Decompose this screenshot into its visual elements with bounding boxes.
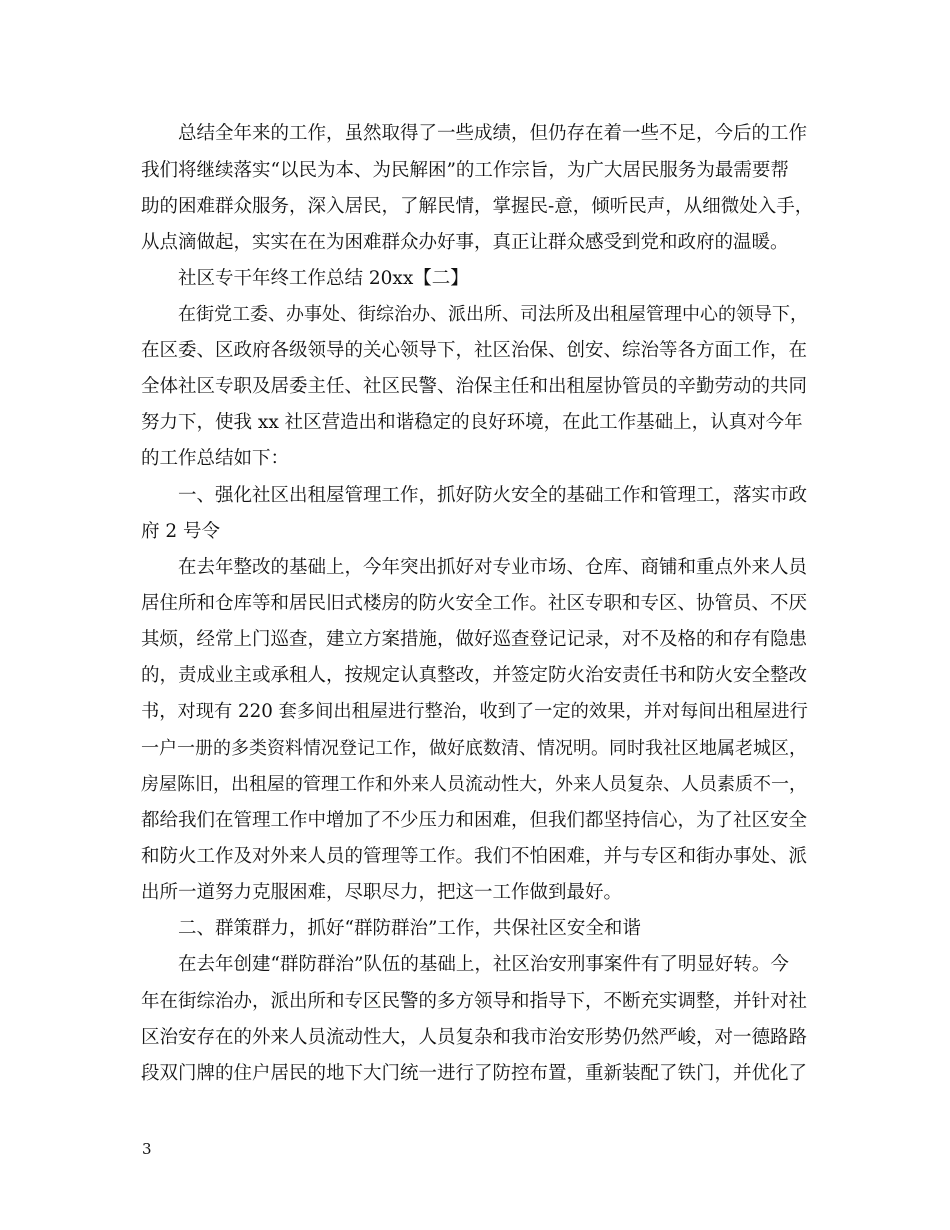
paragraph-line: 努力下，使我 xx 社区营造出和谐稳定的良好环境，在此工作基础上，认真对今年 <box>141 412 803 433</box>
paragraph-line: 年在街综治办，派出所和专区民警的多方领导和指导下，不断充实调整，并针对社 <box>141 991 808 1012</box>
heading-one-line: 一、强化社区出租屋管理工作，抓好防火安全的基础工作和管理工，落实市政 <box>178 485 808 506</box>
paragraph-line: 从点滴做起，实实在在为困难群众办好事，真正让群众感受到党和政府的温暖。 <box>141 232 789 253</box>
paragraph-line: 都给我们在管理工作中增加了不少压力和困难，但我们都坚持信心，为了社区安全 <box>141 810 808 831</box>
paragraph-line: 全体社区专职及居委主任、社区民警、治保主任和出租屋协管员的辛勤劳动的共同 <box>141 376 808 397</box>
paragraph-line: 和防火工作及对外来人员的管理等工作。我们不怕困难，并与专区和街办事处、派 <box>141 846 808 867</box>
paragraph-line: 助的困难群众服务，深入居民，了解民情，掌握民-意，倾听民声，从细微处入手， <box>141 196 814 217</box>
section-title: 社区专干年终工作总结 20xx【二】 <box>178 268 469 289</box>
page-number: 3 <box>142 1140 152 1158</box>
paragraph-line: 书，对现有 220 套多间出租屋进行整治，收到了一定的效果，并对每间出租屋进行 <box>141 701 808 722</box>
paragraph-line: 其烦，经常上门巡查，建立方案措施，做好巡查登记记录，对不及格的和存有隐患 <box>141 629 808 650</box>
paragraph-line: 在去年整改的基础上，今年突出抓好对专业市场、仓库、商铺和重点外来人员 <box>178 557 808 578</box>
paragraph-line: 在去年创建“群防群治”队伍的基础上，社区治安刑事案件有了明显好转。今 <box>178 954 789 975</box>
paragraph-line: 居住所和仓库等和居民旧式楼房的防火安全工作。社区专职和专区、协管员、不厌 <box>141 593 808 614</box>
paragraph-line: 的，责成业主或承租人，按规定认真整改，并签定防火治安责任书和防火安全整改 <box>141 665 808 686</box>
paragraph-line: 的工作总结如下： <box>141 448 290 469</box>
paragraph-line: 一户一册的多类资料情况登记工作，做好底数清、情况明。同时我社区地属老城区， <box>141 738 807 759</box>
paragraph-line: 总结全年来的工作，虽然取得了一些成绩，但仍存在着一些不足，今后的工作 <box>178 123 808 144</box>
paragraph-line: 出所一道努力克服困难，尽职尽力，把这一工作做到最好。 <box>141 882 623 903</box>
paragraph-line: 段双门牌的住户居民的地下大门统一进行了防控布置，重新装配了铁门，并优化了 <box>141 1063 808 1084</box>
paragraph-line: 我们将继续落实“以民为本、为民解困”的工作宗旨，为广大居民服务为最需要帮 <box>141 160 789 181</box>
paragraph-line: 在街党工委、办事处、街综治办、派出所、司法所及出租屋管理中心的领导下， <box>178 304 808 325</box>
paragraph-line: 区治安存在的外来人员流动性大，人员复杂和我市治安形势仍然严峻，对一德路路 <box>141 1027 808 1048</box>
heading-two-line: 二、群策群力，抓好“群防群治”工作，共保社区安全和谐 <box>178 918 641 939</box>
paragraph-line: 在区委、区政府各级领导的关心领导下，社区治保、创安、综治等各方面工作，在 <box>141 340 808 361</box>
heading-one-line: 府 2 号令 <box>141 521 221 542</box>
paragraph-line: 房屋陈旧，出租屋的管理工作和外来人员流动性大，外来人员复杂、人员素质不一， <box>141 774 807 795</box>
